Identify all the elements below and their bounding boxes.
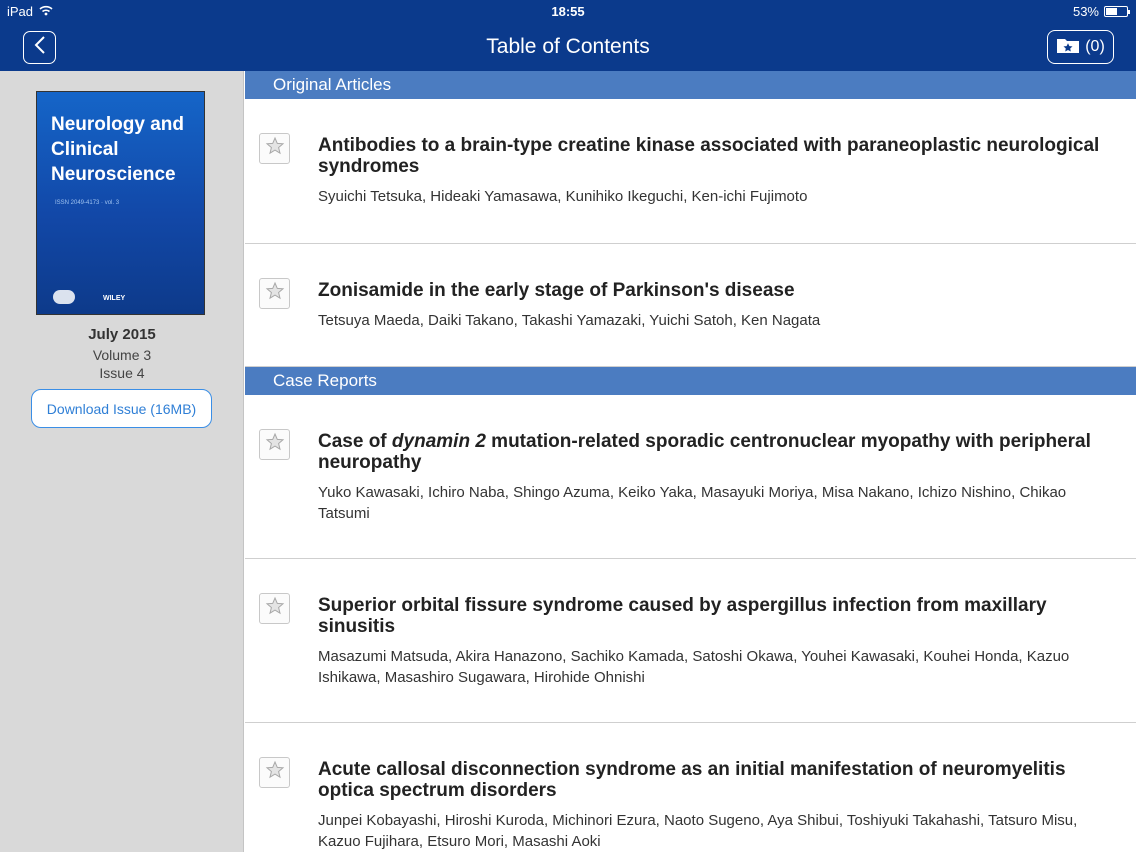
article-row[interactable]: [245, 395, 1136, 559]
article-authors: Syuichi Tetsuka, Hideaki Yamasawa, Kunihiko Ikeguchi, Ken-ichi Fujimoto: [318, 188, 808, 205]
society-logo-icon: [53, 290, 75, 304]
star-icon: [265, 596, 285, 621]
article-row[interactable]: [245, 244, 1136, 367]
cover-title-line: Neurology and: [51, 114, 185, 135]
article-title[interactable]: Antibodies to a brain-type creatine kinase associated with paraneoplastic neurological syndromes: [318, 135, 1100, 177]
section-header-original-articles: Original Articles: [245, 71, 1136, 99]
gene-name: dynamin 2: [391, 431, 486, 452]
article-title-part: Case of: [318, 431, 392, 452]
status-time: 18:55: [551, 4, 585, 19]
navigation-bar: [0, 22, 1136, 71]
article-row[interactable]: [245, 559, 1136, 723]
cover-title-line: Neuroscience: [51, 164, 176, 185]
article-title[interactable]: Zonisamide in the early stage of Parkinson's disease: [318, 280, 795, 301]
issue-sidebar: [0, 71, 244, 852]
article-row[interactable]: [245, 723, 1136, 852]
favorite-star-button[interactable]: [259, 757, 290, 788]
cover-title: [51, 112, 184, 187]
article-title-part: mutation-related sporadic centronuclear myopathy with peripheral neuropathy: [318, 431, 1091, 473]
issue-date: July 2015: [88, 326, 156, 343]
page-title: Table of Contents: [486, 35, 650, 58]
favorites-count: (0): [1085, 38, 1105, 55]
status-bar: [0, 0, 1136, 22]
download-issue-button[interactable]: Download Issue (16MB): [31, 389, 212, 428]
star-icon: [265, 432, 285, 457]
article-title[interactable]: Superior orbital fissure syndrome caused by aspergillus infection from maxillary sinusitis: [318, 595, 1047, 637]
publisher-logo: WILEY: [103, 295, 126, 302]
issue-number: Issue 4: [99, 365, 145, 381]
issue-volume: Volume 3: [92, 347, 152, 363]
status-right: [1073, 4, 1128, 19]
cover-subtitle: ISSN 2049-4173 · vol. 3: [55, 200, 120, 206]
star-icon: [265, 760, 285, 785]
table-of-contents[interactable]: [245, 71, 1136, 852]
battery-icon: [1104, 6, 1128, 17]
article-authors: Masazumi Matsuda, Akira Hanazono, Sachiko Kamada, Satoshi Okawa, Youhei Kawasaki, Kouhei Honda, Kazuo Ishikawa, Masashiro Sugawara, Hirohide Ohnishi: [318, 648, 1070, 686]
favorite-star-button[interactable]: [259, 133, 290, 164]
article-title[interactable]: [318, 431, 1118, 473]
article-authors: Junpei Kobayashi, Hiroshi Kuroda, Michinori Ezura, Naoto Sugeno, Aya Shibui, Toshiyuki Takahashi, Tatsuro Misu, Kazuo Fujihara, Etsuro Mori, Masashi Aoki: [318, 812, 1078, 850]
article-authors: Tetsuya Maeda, Daiki Takano, Takashi Yamazaki, Yuichi Satoh, Ken Nagata: [318, 312, 821, 329]
section-header-case-reports: Case Reports: [245, 367, 1136, 395]
star-icon: [265, 136, 285, 161]
favorite-star-button[interactable]: [259, 593, 290, 624]
star-folder-icon: [1056, 36, 1080, 59]
cover-title-line: Clinical: [51, 139, 119, 160]
battery-percent: 53%: [1072, 4, 1099, 19]
article-row[interactable]: [245, 99, 1136, 244]
star-icon: [265, 281, 285, 306]
device-name: iPad: [7, 4, 34, 19]
favorites-button[interactable]: [1047, 30, 1114, 64]
favorite-star-button[interactable]: [259, 278, 290, 309]
article-title[interactable]: Acute callosal disconnection syndrome as an initial manifestation of neuromyelitis optica spectrum disorders: [318, 759, 1066, 801]
favorite-star-button[interactable]: [259, 429, 290, 460]
journal-cover[interactable]: [36, 91, 205, 315]
article-authors: Yuko Kawasaki, Ichiro Naba, Shingo Azuma, Keiko Yaka, Masayuki Moriya, Misa Nakano, Ichizo Nishino, Chikao Tatsumi: [318, 484, 1067, 522]
